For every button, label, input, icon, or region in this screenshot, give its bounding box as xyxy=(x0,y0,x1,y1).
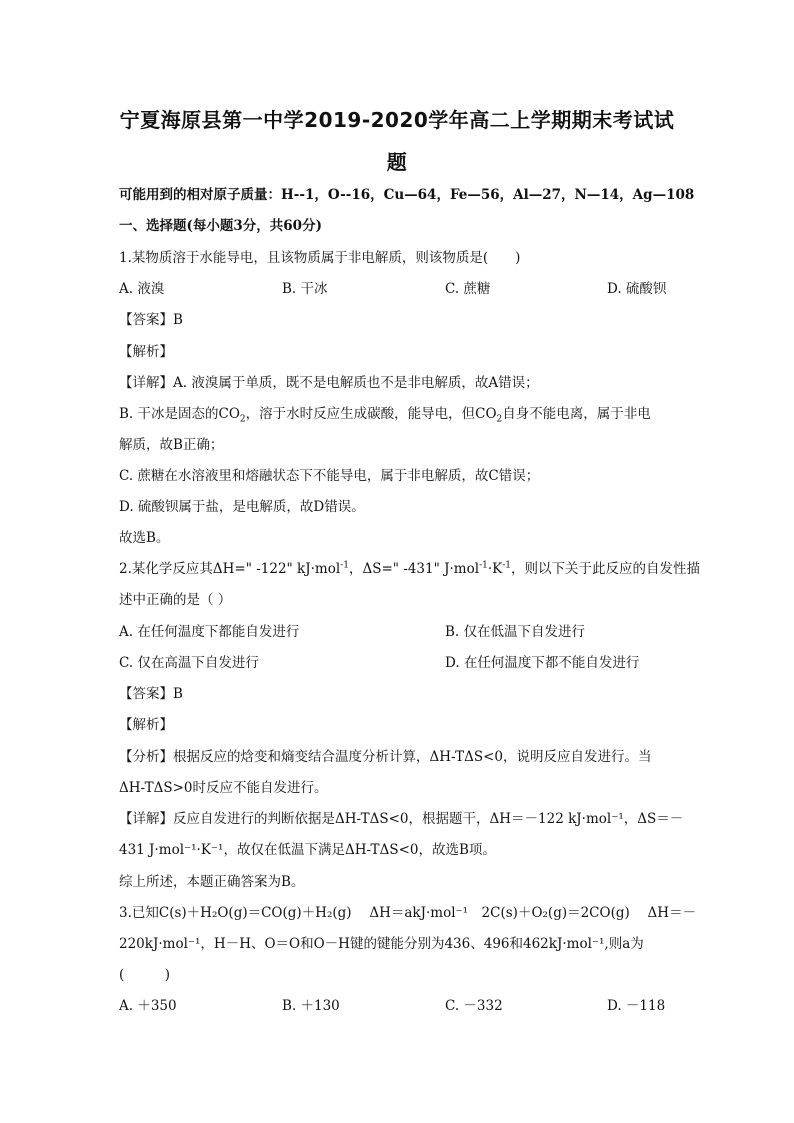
q2-option-b: B. 仅在低温下自发进行 xyxy=(445,624,586,640)
q2-detail-line2: 431 J·mol⁻¹·K⁻¹，故仅在低温下满足ΔH-TΔS<0，故选B项。 xyxy=(119,842,496,858)
q1-detail-a: 【详解】A. 液溴属于单质，既不是电解质也不是非电解质，故A错误； xyxy=(119,375,539,391)
q1-detail-b-line2: 解质，故B正确； xyxy=(119,437,224,453)
q2-analysis-label: 【解析】 xyxy=(119,717,173,733)
question-2-stem-line2: 述中正确的是（ ） xyxy=(119,592,232,608)
atomic-masses-note: 可能用到的相对原子质量：H--1，O--16，Cu—64，Fe—56，Al—27，N—14，Ag—108 xyxy=(119,187,695,203)
q3-option-b: B. ＋130 xyxy=(282,998,340,1014)
q1-conclusion: 故选B。 xyxy=(119,530,170,546)
q2-conclusion: 综上所述，本题正确答案为B。 xyxy=(119,874,305,890)
question-3-stem-line3: ( ) xyxy=(119,967,171,983)
q1-detail-b-line1: B. 干冰是固态的$CO_2$，溶于水时反应生成碳酸，能导电，但$CO_2$自身不能电离，属于非电 xyxy=(119,406,651,425)
q2-option-a: A. 在任何温度下都能自发进行 xyxy=(119,624,300,640)
page-title: 宁夏海原县第一中学2019-2020学年高二上学期期末考试试 xyxy=(119,108,675,132)
q1-detail-d: D. 硫酸钡属于盐，是电解质，故D错误。 xyxy=(119,499,365,515)
q2-option-c: C. 仅在高温下自发进行 xyxy=(119,655,259,671)
q1-option-a: A. 液溴 xyxy=(119,281,165,297)
question-3-stem-line1: 3.已知C(s)＋H₂O(g)＝CO(g)＋H₂(g) ΔH＝akJ·mol⁻¹ 2C(s)＋O₂(g)＝2CO(g) ΔH＝－ xyxy=(119,905,697,921)
q3-option-c: C. －332 xyxy=(445,998,503,1014)
question-3-stem-line2: 220kJ·mol⁻¹，H－H、O＝O和O－H键的键能分别为436、496和462kJ·mol⁻¹,则a为 xyxy=(119,936,644,952)
page-title-continued: 题 xyxy=(386,150,408,174)
q1-option-b: B. 干冰 xyxy=(282,281,328,297)
q1-option-d: D. 硫酸钡 xyxy=(607,281,667,297)
section-heading: 一、选择题(每小题3分，共60分) xyxy=(119,218,322,234)
q1-detail-c: C. 蔗糖在水溶液里和熔融状态下不能导电，属于非电解质，故C错误； xyxy=(119,468,540,484)
q2-analysis-line2: ΔH-TΔS>0时反应不能自发进行。 xyxy=(119,780,328,796)
q2-answer: 【答案】B xyxy=(119,686,183,702)
q3-option-a: A. ＋350 xyxy=(119,998,177,1014)
q2-detail-line1: 【详解】反应自发进行的判断依据是ΔH-TΔS<0，根据题干，ΔH＝－122 kJ·mol⁻¹，ΔS＝－ xyxy=(119,811,684,827)
q1-option-c: C. 蔗糖 xyxy=(445,281,491,297)
q1-answer: 【答案】B xyxy=(119,312,183,328)
question-1-stem: 1.某物质溶于水能导电，且该物质属于非电解质，则该物质是( ) xyxy=(119,250,521,266)
q2-analysis-line1: 【分析】根据反应的焓变和熵变结合温度分析计算，ΔH-TΔS<0，说明反应自发进行。当 xyxy=(119,749,652,765)
q2-option-d: D. 在任何温度下都不能自发进行 xyxy=(445,655,640,671)
question-2-stem-line1: 2.某化学反应其ΔH=" -122" kJ·mol$^{-1}$，ΔS=" -431" $J\cdot mol^{-1}\cdot K^{-1}$，则以下关于此反应的自发性描 xyxy=(119,560,701,577)
q3-option-d: D. －118 xyxy=(607,998,666,1014)
q1-analysis-label: 【解析】 xyxy=(119,344,173,360)
